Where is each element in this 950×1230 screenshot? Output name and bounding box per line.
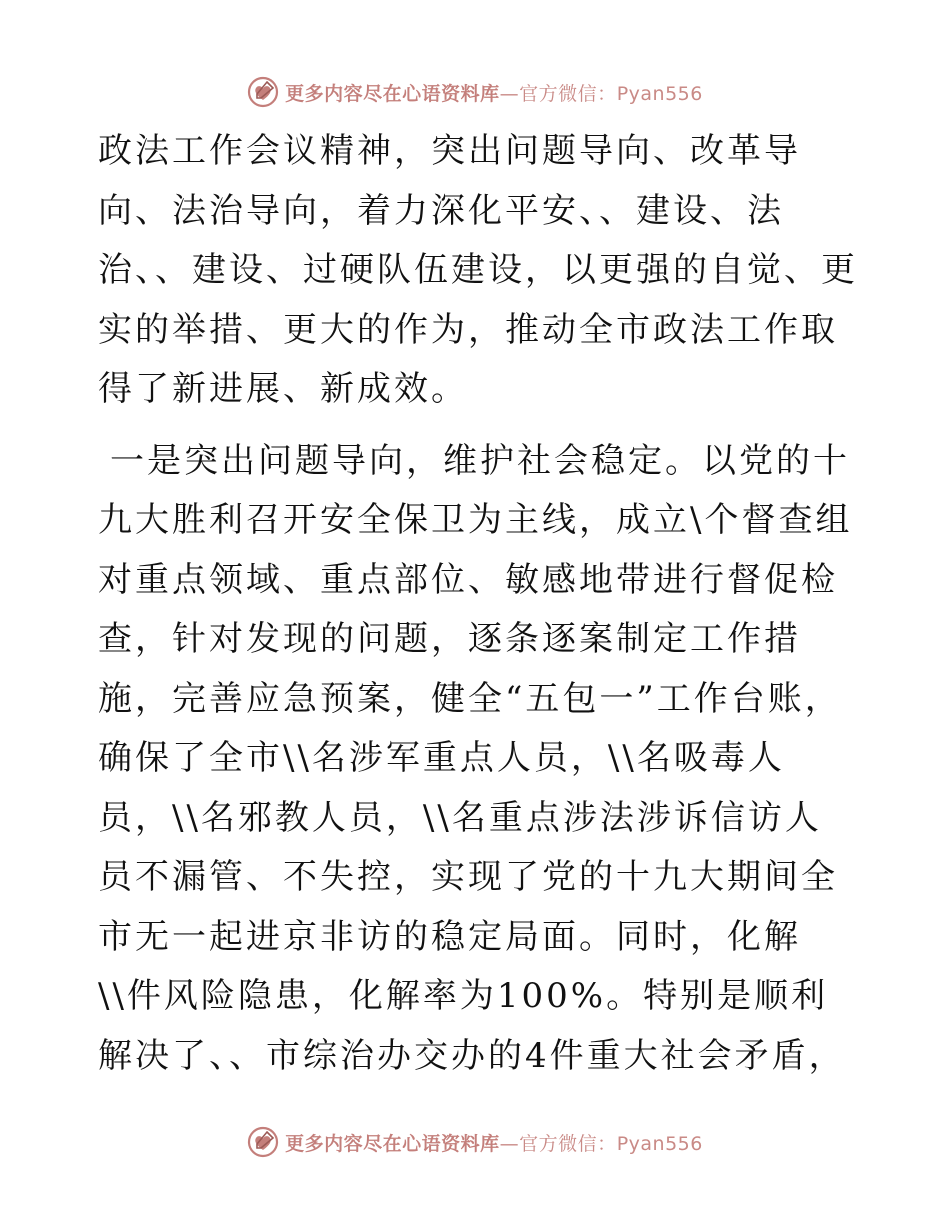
watermark-dash: — bbox=[499, 82, 520, 105]
document-body bbox=[98, 122, 858, 1086]
watermark-text bbox=[285, 1129, 703, 1156]
watermark-dash: — bbox=[499, 1132, 520, 1155]
watermark-wechat-id: Pyan556 bbox=[616, 82, 703, 105]
footer-watermark bbox=[0, 1122, 950, 1162]
watermark-label: 官方微信： bbox=[519, 1132, 617, 1155]
watermark-brand: 更多内容尽在心语资料库 bbox=[285, 1132, 500, 1155]
watermark-label: 官方微信： bbox=[519, 82, 617, 105]
heart-pen-logo-icon bbox=[247, 1126, 279, 1158]
watermark-brand: 更多内容尽在心语资料库 bbox=[285, 82, 500, 105]
paragraph-1: 政法工作会议精神，突出问题导向、改革导向、法治导向，着力深化平安、、建设、法治、、建设、过硬队伍建设，以更强的自觉、更实的举措、更大的作为，推动全市政法工作取得了新进展、新成效。 bbox=[98, 131, 858, 409]
header-watermark bbox=[0, 72, 950, 112]
watermark-wechat-id: Pyan556 bbox=[616, 1132, 703, 1155]
heart-pen-logo-icon bbox=[247, 76, 279, 108]
paragraph-2: 一是突出问题导向，维护社会稳定。以党的十九大胜利召开安全保卫为主线，成立\个督查组对重点领域、重点部位、敏感地带进行督促检查，针对发现的问题，逐条逐案制定工作措施，完善应急预案，健全“五包一”工作台账，确保了全市\\名涉军重点人员，\\名吸毒人员，\\名邪教人员，\\名重点涉法涉诉信访人员不漏管、不失控，实现了党的十九大期间全市无一起进京非访的稳定局面。同时，化解\\件风险隐患，化解率为100%。特别是顺利解决了、、市综治办交办的4件重大社会矛盾， bbox=[98, 440, 853, 1076]
watermark-text bbox=[285, 79, 703, 106]
